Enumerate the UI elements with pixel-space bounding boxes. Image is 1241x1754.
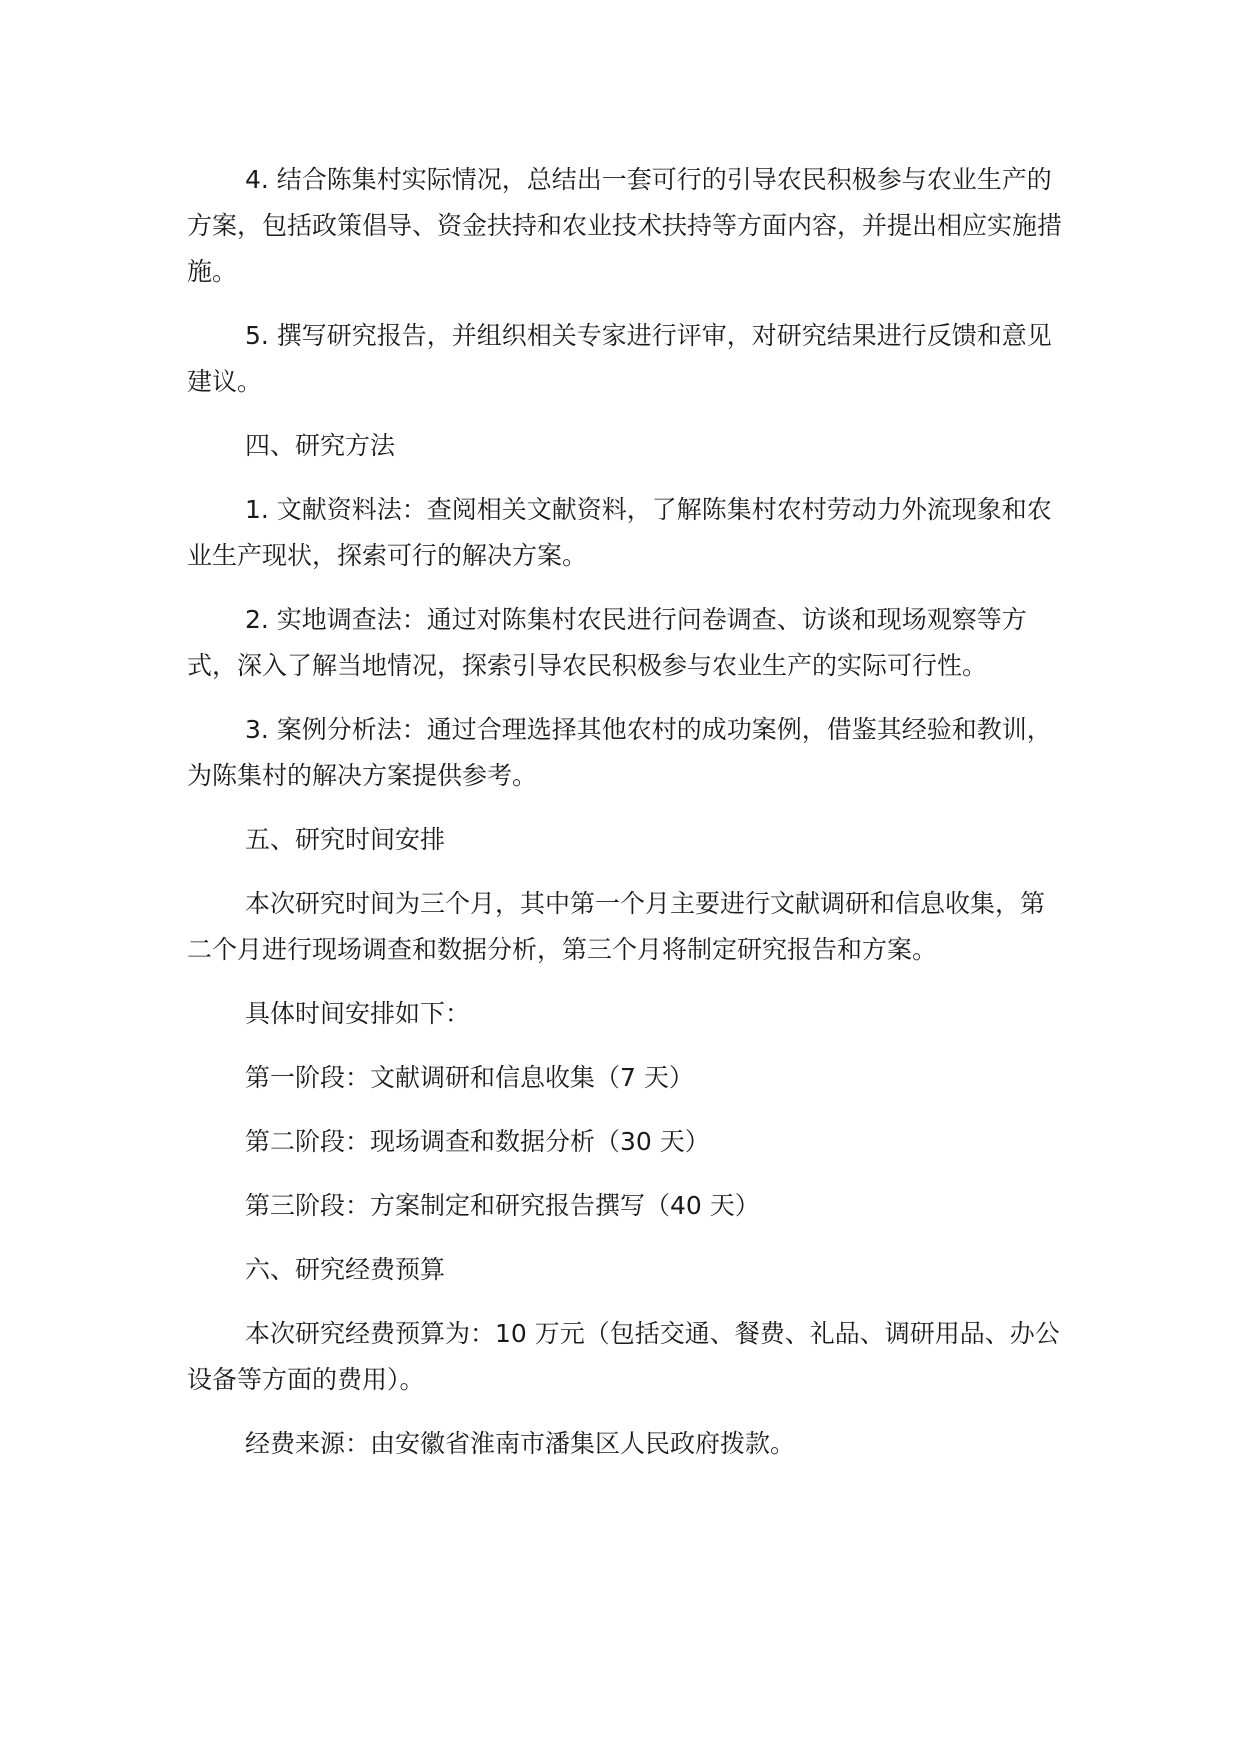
schedule-phase-1: 第一阶段：文献调研和信息收集（7 天） (245, 1063, 694, 1092)
paragraph-item-4: 4. 结合陈集村实际情况，总结出一套可行的引导农民积极参与农业生产的方案，包括政策倡导、资金扶持和农业技术扶持等方面内容，并提出相应实施措施。 (187, 165, 1063, 286)
paragraph-item-5: 5. 撰写研究报告，并组织相关专家进行评审，对研究结果进行反馈和意见建议。 (187, 321, 1052, 396)
document-body (187, 157, 1067, 1467)
section-heading-budget: 六、研究经费预算 (245, 1255, 446, 1284)
budget-amount: 本次研究经费预算为：10 万元（包括交通、餐费、礼品、调研用品、办公设备等方面的费用）。 (187, 1319, 1060, 1394)
section-heading-schedule: 五、研究时间安排 (245, 825, 446, 854)
schedule-phase-2: 第二阶段：现场调查和数据分析（30 天） (245, 1127, 710, 1156)
schedule-phase-3: 第三阶段：方案制定和研究报告撰写（40 天） (245, 1191, 760, 1220)
section-heading-methods: 四、研究方法 (245, 431, 396, 460)
method-literature: 1. 文献资料法：查阅相关文献资料，了解陈集村农村劳动力外流现象和农业生产现状，探索可行的解决方案。 (187, 495, 1052, 570)
schedule-overview: 本次研究时间为三个月，其中第一个月主要进行文献调研和信息收集，第二个月进行现场调查和数据分析，第三个月将制定研究报告和方案。 (187, 889, 1046, 964)
method-field-survey: 2. 实地调查法：通过对陈集村农民进行问卷调查、访谈和现场观察等方式，深入了解当地情况，探索引导农民积极参与农业生产的实际可行性。 (187, 605, 1027, 680)
schedule-intro: 具体时间安排如下： (245, 999, 471, 1028)
method-case-analysis: 3. 案例分析法：通过合理选择其他农村的成功案例，借鉴其经验和教训，为陈集村的解决方案提供参考。 (187, 715, 1052, 790)
budget-source: 经费来源：由安徽省淮南市潘集区人民政府拨款。 (245, 1429, 796, 1458)
